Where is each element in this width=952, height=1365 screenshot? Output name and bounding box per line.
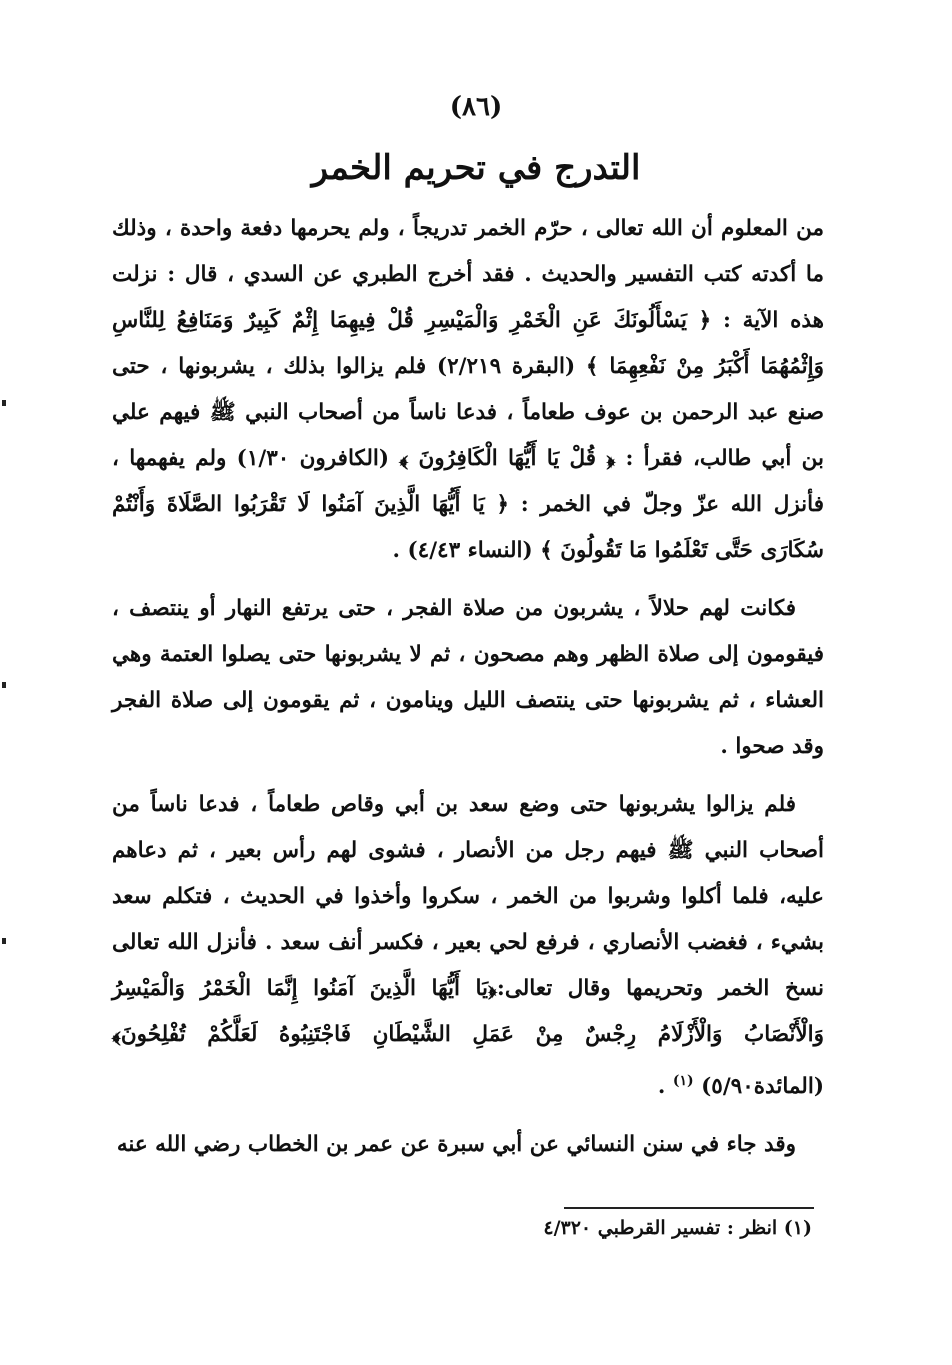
page-number: (٨٦) [449,92,503,122]
paragraph-2: فكانت لهم حلالاً ، يشربون من صلاة الفجر ، حتى يرتفع النهار أو ينتصف ، فيقومون إلى صلاة الظهر وهم مصحون ، ثم لا يشربونها حتى يصلوا العتمة وهي العشاء ، ثم يشربونها حتى ينتصف الليل وينامون ، ثم يقومون إلى صلاة الفجر وقد صحوا . [112,596,824,759]
footnote-divider [564,1207,814,1209]
paragraph-1: من المعلوم أن الله تعالى ، حرّم الخمر تدريجاً ، ولم يحرمها دفعة واحدة ، وذلك ما أكدته كتب التفسير والحديث . فقد أخرج الطبري عن السدي ، قال : نزلت هذه الآية : ﴿ يَسْأَلُونَكَ عَنِ الْخَمْرِ وَالْمَيْسِرِ قُلْ فِيهِمَا إِثْمٌ كَبِيرٌ وَمَنَافِعُ لِلنَّاسِ وَإِثْمُهُمَا أَكْبَرُ مِنْ نَفْعِهِمَا ﴾ (البقرة ٢/٢١٩) فلم يزالوا بذلك ، يشربونها ، حتى صنع عبد الرحمن بن عوف طعاماً ، فدعا ناساً من أصحاب النبي ﷺ فيهم علي بن أبي طالب، فقرأ : ﴿ قُلْ يَا أَيُّهَا الْكَافِرُونَ ﴾ (الكافرون ١/٣٠) ولم يفهمها ، فأنزل الله عزّ وجلّ في الخمر : ﴿ يَا أَيُّهَا الَّذِينَ آمَنُوا لَا تَقْرَبُوا الصَّلَاةَ وَأَنْتُمْ سُكَارَى حَتَّى تَعْلَمُوا مَا تَقُولُونَ ﴾ (النساء ٤/٤٣) . [112,216,824,563]
scan-mark [2,682,6,688]
scan-mark [2,400,6,406]
paragraph-3-text: فلم يزالوا يشربونها حتى وضع سعد بن أبي وقاص طعاماً ، فدعا ناساً من أصحاب النبي ﷺ فيهم رجل من الأنصار ، فشوى لهم رأس بعير ، ثم دعاهم عليه، فلما أكلوا وشربوا من الخمر ، سكروا وأخذوا في الحديث ، فتكلم سعد بشيء ، فغضب الأنصاري ، فرفع لحي بعير ، فكسر أنف سعد . فأنزل الله تعالى نسخ الخمر وتحريمها وقال تعالى:﴿يَا أَيُّهَا الَّذِينَ آمَنُوا إِنَّمَا الْخَمْرُ وَالْمَيْسِرُ وَالْأَنْصَابُ وَالْأَزْلَامُ رِجْسٌ مِنْ عَمَلِ الشَّيْطَانِ فَاجْتَنِبُوهُ لَعَلَّكُمْ تُفْلِحُونَ﴾(المائدة٥/٩٠) [112,792,824,1100]
footnote-marker: (١) [672,1073,694,1089]
body-text [112,206,824,1180]
paragraph-3 [112,782,824,1110]
footnote: (١) انظر : تفسير القرطبي ٤/٣٢٠ [543,1217,812,1239]
paragraph-4: وقد جاء في سنن النسائي عن أبي سبرة عن عمر بن الخطاب رضي الله عنه [116,1132,796,1158]
page-title: التدرج في تحريم الخمر [311,148,641,188]
paragraph-3-end: . [657,1074,673,1100]
scan-mark [2,938,6,944]
